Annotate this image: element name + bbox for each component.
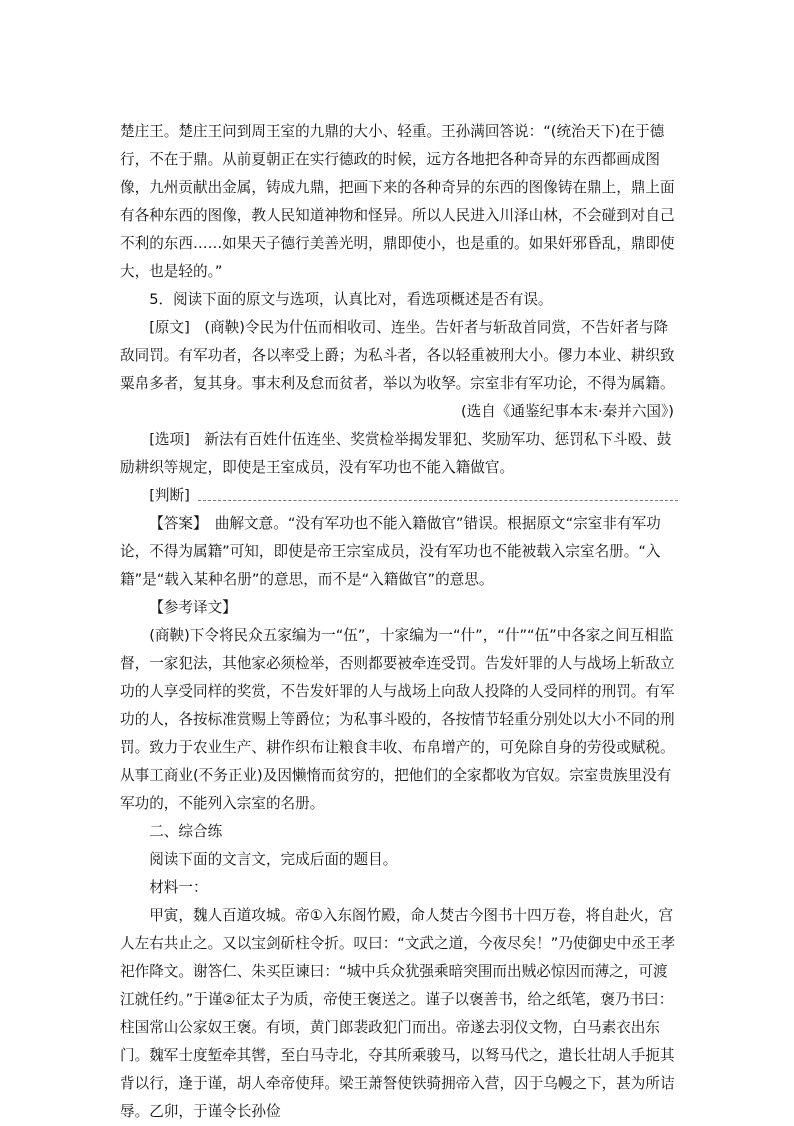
document-page (120, 118, 678, 1126)
judgment-label: [判断] (149, 487, 190, 504)
section-heading-comprehensive: 二、综合练 (149, 823, 223, 840)
material-one-text: 甲寅，魏人百道攻城。帝①入东阁竹殿，命人焚古今图书十四万卷，将自赴火，宫人左右共止之。又以宝剑斫柱令折。叹曰：“文武之道，今夜尽矣！”乃使御史中丞王孝祀作降文。谢答仁、朱买臣谏曰：“城中兵众犹强乘暗突围而出贼必惊因而薄之，可渡江就任约。”于谨②征太子为质，帝使王褒送之。谨子以褒善书，给之纸笔，褒乃书曰：柱国常山公家奴王褒。有顷，黄门郎裴政犯门而出。帝遂去羽仪文物，白马素衣出东门。魏军士度堑牵其辔，至白马寺北，夺其所乘骏马，以驽马代之，遣长壮胡人手扼其背以行，逢于谨，胡人牵帝使拜。梁王萧詧使铁骑拥帝入营，囚于乌幔之下，甚为所诘辱。乙卯，于谨令长孙俭 (120, 907, 676, 1120)
question-5-instruction: 5．阅读下面的原文与选项，认真比对，看选项概述是否有误。 (149, 291, 553, 308)
reference-translation-heading: 【参考译文】 (149, 599, 237, 616)
option-text: [选项] 新法有百姓什伍连坐、奖赏检举揭发罪犯、奖励军功、惩罚私下斗殴、鼓励耕织等规定，即使是王室成员，没有军功也不能入籍做官。 (120, 431, 672, 476)
answer-paragraph: 【答案】 曲解文意。“没有军功也不能入籍做官”错误。根据原文“宗室非有军功论，不得为属籍”可知，即使是帝王宗室成员，没有军功也不能被载入宗室名册。“入籍”是“载入某种名册”的意思，而不是“入籍做官”的意思。 (120, 515, 661, 588)
original-text: [原文] (商鞅)令民为什伍而相收司、连坐。告奸者与斩敌首同赏，不告奸者与降敌同罚。有军功者，各以率受上爵；为私斗者，各以轻重被刑大小。僇力本业、耕织致粟帛多者，复其身。事末利及怠而贫者，举以为收孥。宗室非有军功论，不得为属籍。 (120, 319, 675, 392)
passage-translation-chuzhuangwang: 楚庄王。楚庄王问到周王室的九鼎的大小、轻重。王孙满回答说：“(统治天下)在于德行，不在于鼎。从前夏朝正在实行德政的时候，远方各地把各种奇异的东西都画成图像，九州贡献出金属，铸成九鼎，把画下来的各种奇异的东西的图像铸在鼎上，鼎上面有各种东西的图像，教人民知道神物和怪异。所以人民进入川泽山林，不会碰到对自己不利的东西……如果天子德行美善光明，鼎即使小，也是重的。如果奸邪昏乱，鼎即使大，也是轻的。” (120, 123, 675, 280)
judgment-row (120, 482, 678, 510)
judgment-answer-line (198, 500, 678, 501)
reference-translation: (商鞅)下令将民众五家编为一“伍”，十家编为一“什”，“什”“伍”中各家之间互相监督，一家犯法，其他家必须检举，否则都要被牵连受罚。告发奸罪的人与战场上斩敌立功的人享受同样的奖赏，不告发奸罪的人与战场上向敌人投降的人受同样的刑罚。有军功的人，各按标准赏赐上等爵位；为私事斗殴的，各按情节轻重分别处以大小不同的刑罚。致力于农业生产、耕作织布让粮食丰收、布帛增产的，可免除自身的劳役或赋税。从事工商业(不务正业)及因懒惰而贫穷的，把他们的全家都收为官奴。宗室贵族里没有军功的，不能列入宗室的名册。 (120, 627, 675, 812)
reading-instruction: 阅读下面的文言文，完成后面的题目。 (149, 851, 398, 868)
material-one-heading: 材料一： (149, 879, 208, 896)
source-citation: (选自《通鉴纪事本末·秦并六国》) (460, 403, 674, 420)
